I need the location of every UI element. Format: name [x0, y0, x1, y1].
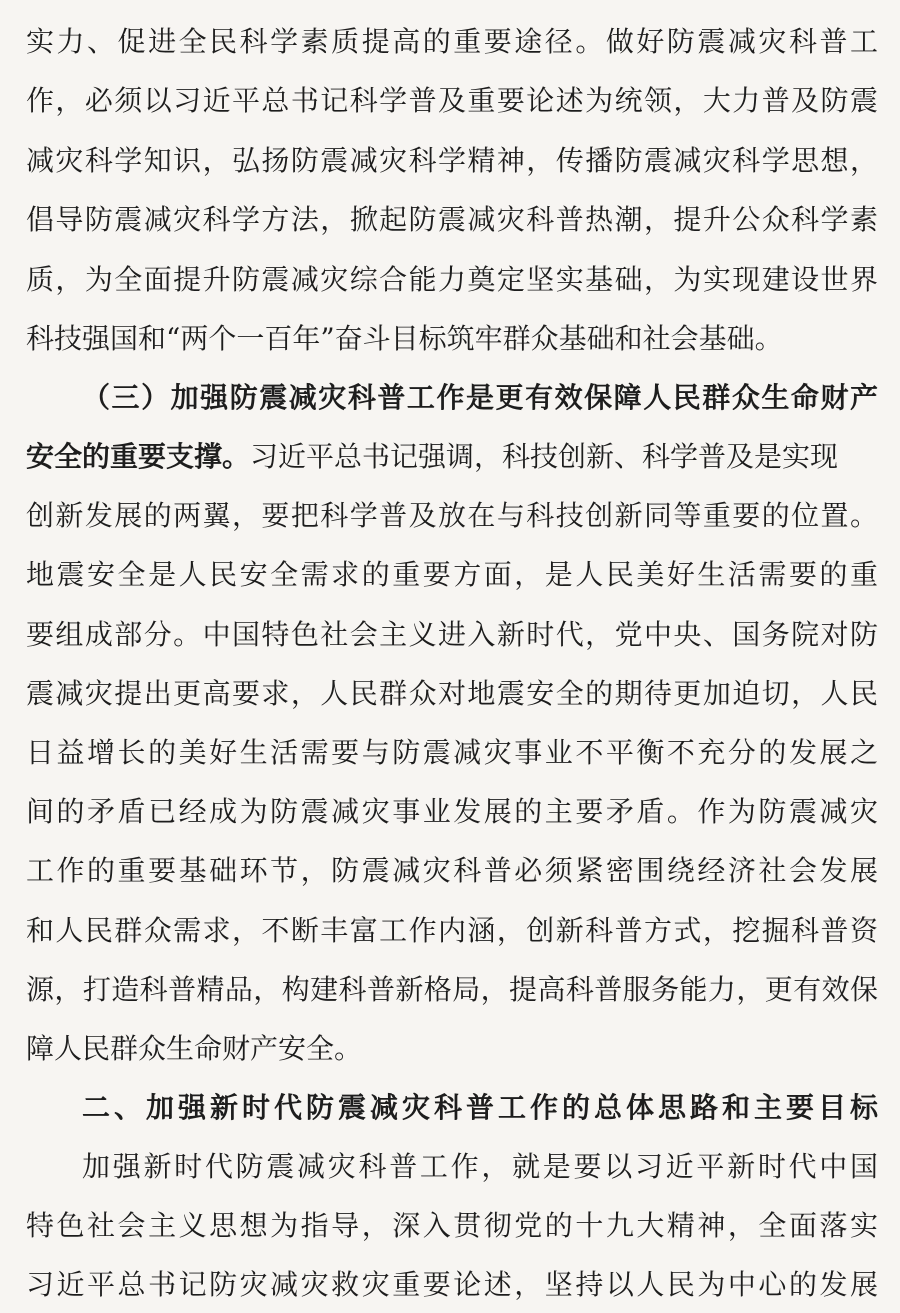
text-line-21: 习近平总书记防灾减灾救灾重要论述，坚持以人民为中心的发展: [26, 1268, 878, 1301]
text-line-8: 创新发展的两翼，要把科学普及放在与科技创新同等重要的位置。: [26, 499, 878, 532]
text-line-15: 和人民群众需求，不断丰富工作内涵，创新科普方式，挖掘科普资: [26, 914, 878, 947]
text-line-5: 质，为全面提升防震减灾综合能力奠定坚实基础，为实现建设世界: [26, 263, 878, 296]
mixed-line-1: [26, 429, 878, 485]
text-line-16: 源，打造科普精品，构建科普新格局，提高科普服务能力，更有效保: [26, 973, 878, 1006]
paragraph-continuation: 习近平总书记强调，科技创新、科学普及是实现: [250, 440, 839, 473]
text-line-13: 间的矛盾已经成为防震减灾事业发展的主要矛盾。作为防震减灾: [26, 795, 878, 828]
text-line-3: 减灾科学知识，弘扬防震减灾科学精神，传播防震减灾科学思想，: [26, 144, 878, 177]
text-line-14: 工作的重要基础环节，防震减灾科普必须紧密围绕经济社会发展: [26, 854, 878, 887]
text-line-10: 要组成部分。中国特色社会主义进入新时代，党中央、国务院对防: [26, 618, 878, 651]
section-heading-line-2: 安全的重要支撑。: [26, 440, 251, 473]
text-line-9: 地震安全是人民安全需求的重要方面，是人民美好生活需要的重: [26, 558, 878, 591]
section-heading-line-1: （三）加强防震减灾科普工作是更有效保障人民群众生命财产: [82, 381, 878, 414]
text-line-17: 障人民群众生命财产安全。: [26, 1032, 363, 1065]
text-line-20: 特色社会主义思想为指导，深入贯彻党的十九大精神，全面落实: [26, 1209, 878, 1242]
text-line-6: 科技强国和“两个一百年”奋斗目标筑牢群众基础和社会基础。: [26, 322, 783, 355]
text-line-11: 震减灾提出更高要求，人民群众对地震安全的期待更加迫切，人民: [26, 677, 878, 710]
text-line-19: 加强新时代防震减灾科普工作，就是要以习近平新时代中国: [82, 1150, 878, 1183]
text-line-4: 倡导防震减灾科学方法，掀起防震减灾科普热潮，提升公众科学素: [26, 203, 878, 236]
text-line-1: 实力、促进全民科学素质提高的重要途径。做好防震减灾科普工: [26, 25, 878, 58]
section-two-heading: 二、加强新时代防震减灾科普工作的总体思路和主要目标: [82, 1091, 878, 1124]
text-line-12: 日益增长的美好生活需要与防震减灾事业不平衡不充分的发展之: [26, 736, 878, 769]
text-line-2: 作，必须以习近平总书记科学普及重要论述为统领，大力普及防震: [26, 84, 878, 117]
